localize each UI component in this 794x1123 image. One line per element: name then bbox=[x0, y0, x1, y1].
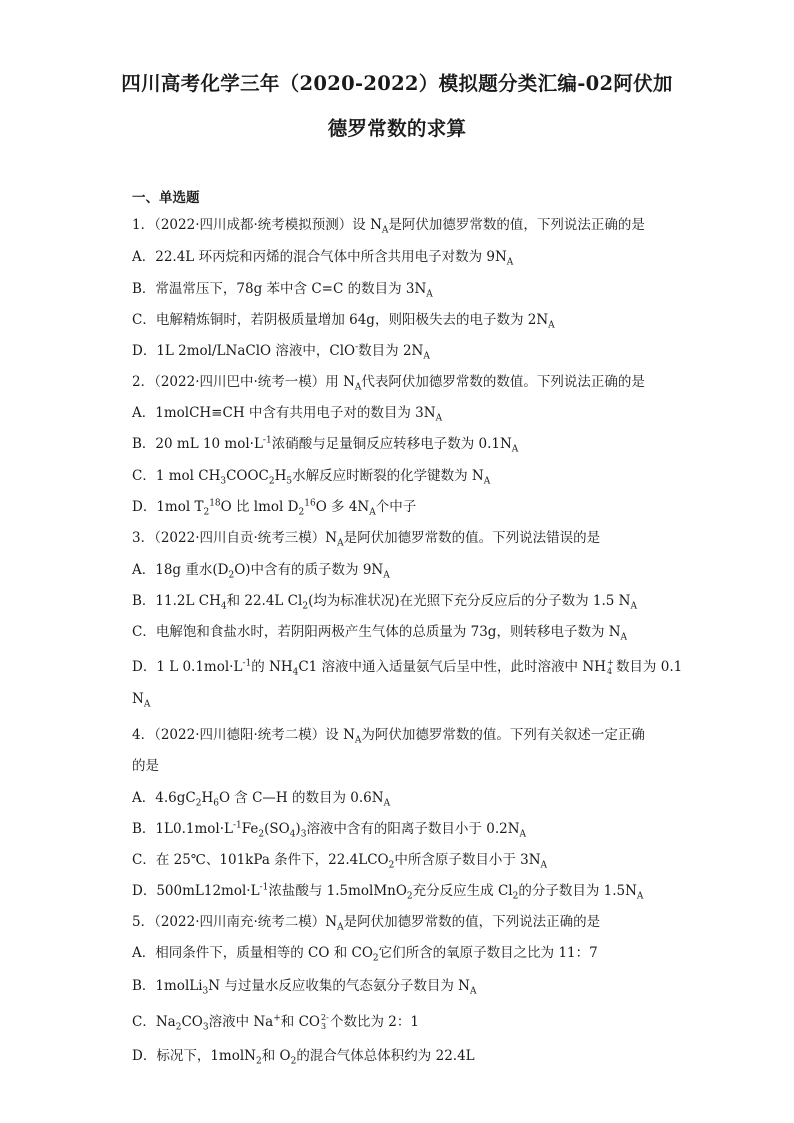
q2-option-d: D．1mol $T_2^{18}O$ 比 lmol $D_2^{16}O$ 多 $4N_A$个中子 bbox=[132, 498, 417, 518]
q1-stem: 1．（2022·四川成都·统考模拟预测）设 $N_A$是阿伏加德罗常数的值，下列说法正确的是 bbox=[132, 217, 645, 236]
q3-option-c: C．电解饱和食盐水时，若阴阳两极产生气体的总质量为 73g，则转移电子数为 $N_A$ bbox=[132, 624, 628, 643]
q3-option-b: B．11.2L $CH_4$和 22.4L $Cl_2$(均为标准状况)在光照下充分反应后的分子数为 1.5 $N_A$ bbox=[132, 593, 637, 612]
q5-stem: 5．（2022·四川南充·统考二模）$N_A$是阿伏加德罗常数的值，下列说法正确的是 bbox=[132, 914, 601, 933]
q4-option-d: D．$500mL12mol\cdot L^{-1}$浓盐酸与 1.5molMnO$_2$充分反应生成 $Cl_2$的分子数目为 $1.5N_A$ bbox=[132, 882, 644, 902]
q1-option-a: A．22.4L 环丙烷和丙烯的混合气体中所含共用电子对数为 $9N_A$ bbox=[132, 249, 514, 268]
q1-option-b: B．常温常压下，78g 苯中含 C=C 的数目为 $3N_A$ bbox=[132, 281, 433, 300]
q2-option-b: B．20 mL 10 $mol\cdot L^{-1}$浓硝酸与足量铜反应转移电子数为 $0.1N_A$ bbox=[132, 435, 519, 455]
q4-option-c: C．在 25℃、101kPa 条件下，$22.4LCO_2$中所含原子数目小于 $3N_A$ bbox=[132, 852, 548, 871]
q4-stem: 4．（2022·四川德阳·统考二模）设 $N_A$为阿伏加德罗常数的值。下列有关叙述一定正确 bbox=[132, 727, 645, 746]
q3-option-d-cont: $N_A$ bbox=[132, 691, 151, 710]
q1-option-c: C．电解精炼铜时，若阴极质量增加 64g，则阳极失去的电子数为 $2N_A$ bbox=[132, 312, 555, 331]
q5-option-b: B．1molLi$_3$N 与过量水反应收集的气态氨分子数目为 $N_A$ bbox=[132, 978, 477, 997]
doc-title-line2: 德罗常数的求算 bbox=[327, 117, 467, 140]
q4-stem-cont: 的是 bbox=[132, 758, 159, 774]
q5-option-d: D．标况下，1molN$_2$和 $O_2$的混合气体总体积约为 22.4L bbox=[132, 1048, 475, 1067]
q4-option-b: B．$1L0.1mol\cdot L^{-1}Fe_2(SO_4)_3$溶液中含有的阳离子数目小于 $0.2N_A$ bbox=[132, 820, 527, 840]
q1-option-d: D．1L 2mol/LNaClO 溶液中，ClO-数目为 $2N_A$ bbox=[132, 342, 430, 362]
q2-option-c: C．1 mol $CH_3COOC_2H_5$水解反应时断裂的化学键数为 $N_A$ bbox=[132, 468, 491, 487]
q3-stem: 3．（2022·四川自贡·统考三模）$N_A$是阿伏加德罗常数的值。下列说法错误的是 bbox=[132, 530, 601, 549]
q3-option-d: D．1 L $0.1mol\cdot L^{-1}$的 $NH_4C1$ 溶液中通入适量氨气后呈中性，此时溶液中 NH + 4 数目为 0.1 bbox=[132, 657, 683, 678]
q5-option-c: C．$Na_2CO_3$溶液中 Na+和 CO 2- 3 个数比为 2：1 bbox=[132, 1012, 419, 1033]
section-heading: 一、单选题 bbox=[132, 190, 200, 206]
nh4-charge: + 4 bbox=[606, 657, 614, 676]
q2-option-a: A．1molCH≡CH 中含有共用电子对的数目为 $3N_A$ bbox=[132, 405, 443, 424]
q2-stem: 2．（2022·四川巴中·统考一模）用 $N_A$代表阿伏加德罗常数的数值。下列说法正确的是 bbox=[132, 374, 645, 393]
co3-charge: 2- 3 bbox=[320, 1012, 329, 1031]
doc-title-line1: 四川高考化学三年（2020-2022）模拟题分类汇编-02阿伏加 bbox=[121, 72, 673, 95]
q5-option-a: A．相同条件下，质量相等的 CO 和 $CO_2$它们所含的氧原子数目之比为 11：7 bbox=[132, 945, 598, 964]
q4-option-a: A．$4.6gC_2H_6O$ 含 C—H 的数目为 $0.6N_A$ bbox=[132, 790, 391, 809]
q3-option-a: A．18g 重水$(D_2O)$中含有的质子数为 $9N_A$ bbox=[132, 562, 390, 581]
